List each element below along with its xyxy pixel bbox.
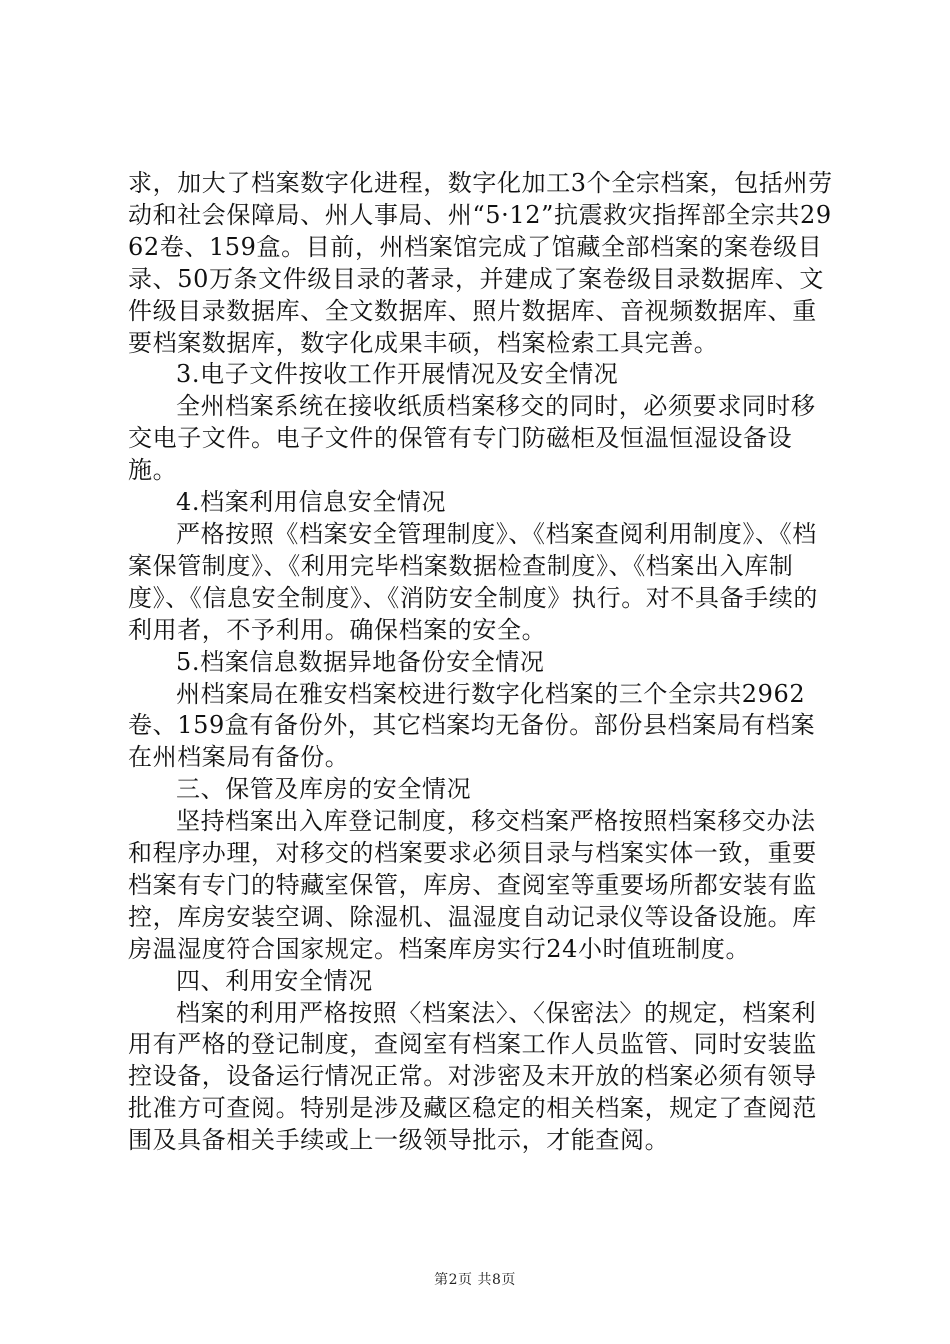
section-heading-usage-safety: 四、利用安全情况 bbox=[176, 966, 373, 995]
section-heading-storage-safety: 三、保管及库房的安全情况 bbox=[176, 775, 472, 804]
paragraph-continuation: 求，加大了档案数字化进程，数字化加工3个全宗档案，包括州劳动和社会保障局、州人事局、州“5·12”抗震救灾指挥部全宗共2962卷、159盒。目前，州档案馆完成了馆藏全部档案的案卷级目录、50万条文件级目录的著录，并建成了案卷级目录数据库、文件级目录数据库、全文数据库、照片数据库、音视频数据库、重要档案数据库，数字化成果丰硕，档案检索工具完善。 bbox=[128, 169, 833, 357]
section-heading-electronic-files: 3.电子文件按收工作开展情况及安全情况 bbox=[176, 360, 619, 389]
page-number-footer: 第2页 共8页 bbox=[434, 1272, 516, 1288]
section-heading-utilization-info: 4.档案利用信息安全情况 bbox=[176, 488, 447, 517]
paragraph-utilization-info: 严格按照《档案安全管理制度》、《档案查阅利用制度》、《档案保管制度》、《利用完毕档案数据检查制度》、《档案出入库制度》、《信息安全制度》、《消防安全制度》执行。对不具备手续的利用者，不予利用。确保档案的安全。 bbox=[128, 519, 818, 644]
document-body bbox=[128, 168, 834, 1157]
paragraph-storage-safety: 坚持档案出入库登记制度，移交档案严格按照档案移交办法和程序办理，对移交的档案要求必须目录与档案实体一致，重要档案有专门的特藏室保管，库房、查阅室等重要场所都安装有监控，库房安装空调、除湿机、温湿度自动记录仪等设备设施。库房温湿度符合国家规定。档案库房实行24小时值班制度。 bbox=[128, 807, 817, 963]
paragraph-usage-safety: 档案的利用严格按照〈档案法〉、〈保密法〉的规定，档案利用有严格的登记制度，查阅室有档案工作人员监管、同时安装监控设备，设备运行情况正常。对涉密及末开放的档案必须有领导批准方可查阅。特别是涉及藏区稳定的相关档案，规定了查阅范围及具备相关手续或上一级领导批示，才能查阅。 bbox=[128, 998, 817, 1155]
section-heading-offsite-backup: 5.档案信息数据异地备份安全情况 bbox=[176, 647, 545, 676]
paragraph-electronic-files: 全州档案系统在接收纸质档案移交的同时，必须要求同时移交电子文件。电子文件的保管有专门防磁柜及恒温恒湿设备设施。 bbox=[128, 392, 816, 485]
paragraph-offsite-backup: 州档案局在雅安档案校进行数字化档案的三个全宗共2962卷、159盒有备份外，其它档案均无备份。部份县档案局有档案在州档案局有备份。 bbox=[128, 679, 816, 772]
